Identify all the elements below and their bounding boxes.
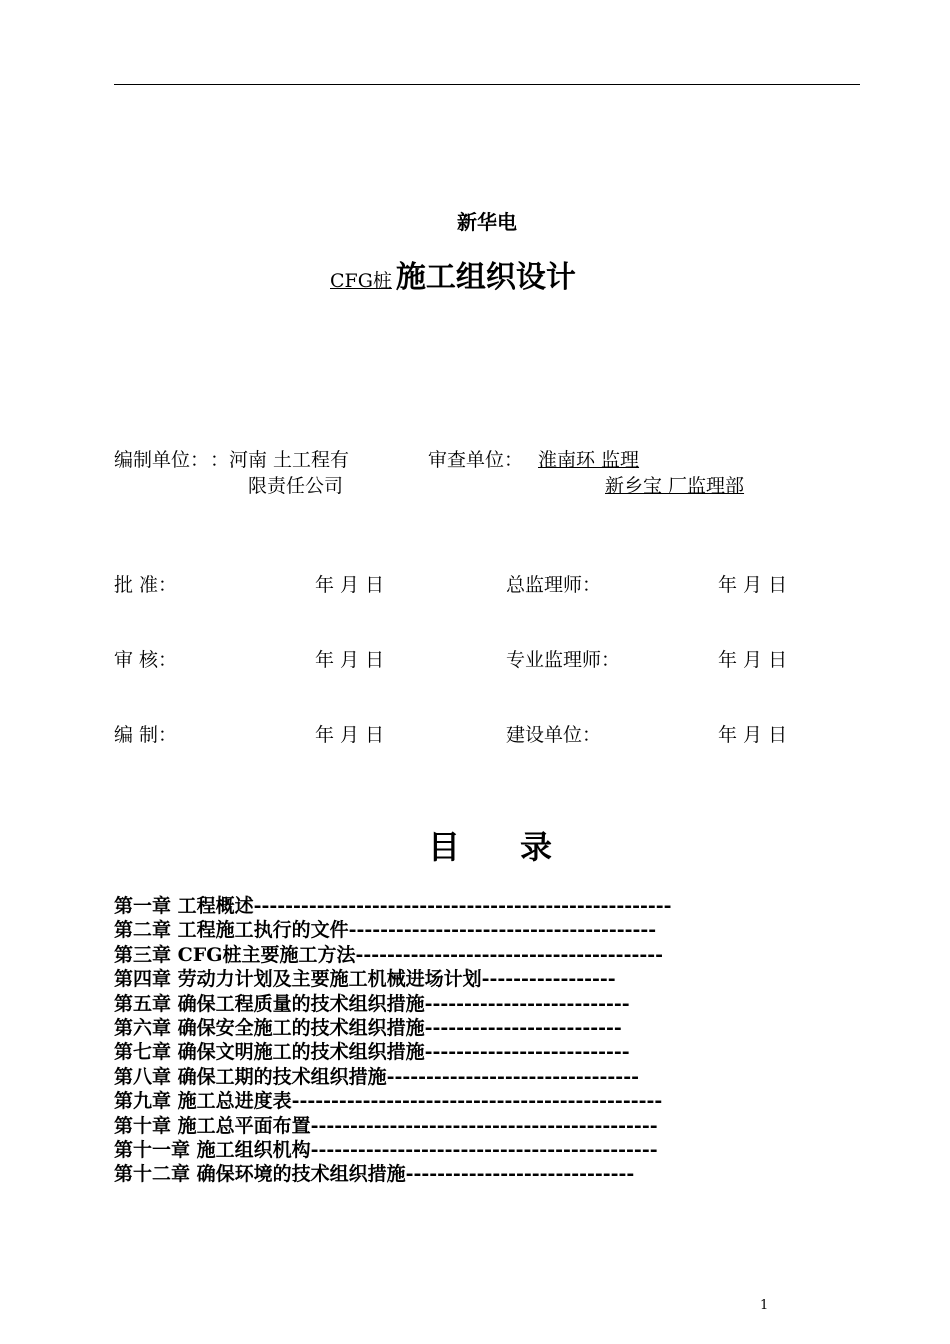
toc-item[interactable]: 第一章 工程概述----------------------------------------------------- bbox=[114, 895, 672, 917]
document-subtitle: 新华电 bbox=[457, 210, 517, 234]
toc-item[interactable]: 第五章 确保工程质量的技术组织措施-------------------------- bbox=[114, 992, 630, 1015]
compile-label: 编 制： bbox=[114, 724, 178, 746]
compile-unit-value-1: ：河南 土工程有 bbox=[210, 449, 350, 471]
builder-unit-date: 年 月 日 bbox=[718, 724, 788, 746]
review-label: 审 核： bbox=[114, 649, 178, 671]
toc-item[interactable]: 第十章 施工总平面布置-------------------------------------------- bbox=[114, 1114, 658, 1137]
review-date: 年 月 日 bbox=[315, 649, 385, 671]
toc-item[interactable]: 第十一章 施工组织机构-------------------------------------------- bbox=[114, 1139, 658, 1162]
compile-date: 年 月 日 bbox=[315, 724, 385, 746]
title-main: 施工组织设计 bbox=[395, 260, 576, 295]
header-rule bbox=[114, 84, 860, 85]
toc-item[interactable]: 第八章 确保工期的技术组织措施-------------------------------- bbox=[114, 1065, 639, 1088]
toc-list bbox=[114, 894, 672, 1187]
chief-supervisor-date: 年 月 日 bbox=[718, 574, 788, 596]
toc-item[interactable]: 第三章 CFG桩主要施工方法--------------------------------------- bbox=[114, 943, 663, 966]
toc-item[interactable]: 第九章 施工总进度表----------------------------------------------- bbox=[114, 1090, 663, 1113]
toc-title: 目录 bbox=[428, 828, 613, 866]
toc-item[interactable]: 第四章 劳动力计划及主要施工机械进场计划----------------- bbox=[114, 968, 616, 991]
toc-item[interactable]: 第二章 工程施工执行的文件--------------------------------------- bbox=[114, 919, 657, 942]
compile-unit-label: 编制单位： bbox=[114, 449, 210, 471]
specialist-supervisor-date: 年 月 日 bbox=[718, 649, 788, 671]
page-number: 1 bbox=[760, 1298, 769, 1313]
title-prefix: CFG桩 bbox=[330, 270, 392, 292]
toc-item[interactable]: 第七章 确保文明施工的技术组织措施-------------------------- bbox=[114, 1041, 630, 1064]
compile-unit-value-2: 限责任公司 bbox=[248, 475, 344, 497]
chief-supervisor-label: 总监理师： bbox=[506, 574, 602, 596]
approve-date: 年 月 日 bbox=[315, 574, 385, 596]
specialist-supervisor-label: 专业监理师： bbox=[506, 649, 621, 671]
document-title bbox=[330, 252, 576, 296]
approve-label: 批 准： bbox=[114, 574, 178, 596]
builder-unit-label: 建设单位： bbox=[506, 724, 602, 746]
toc-item[interactable]: 第十二章 确保环境的技术组织措施----------------------------- bbox=[114, 1163, 635, 1186]
review-unit-value-2: 新乡宝 厂监理部 bbox=[605, 475, 745, 497]
review-unit-value-1: 淮南环 监理 bbox=[538, 449, 640, 471]
toc-item[interactable]: 第六章 确保安全施工的技术组织措施------------------------- bbox=[114, 1017, 622, 1040]
review-unit-label: 审查单位： bbox=[428, 449, 524, 471]
